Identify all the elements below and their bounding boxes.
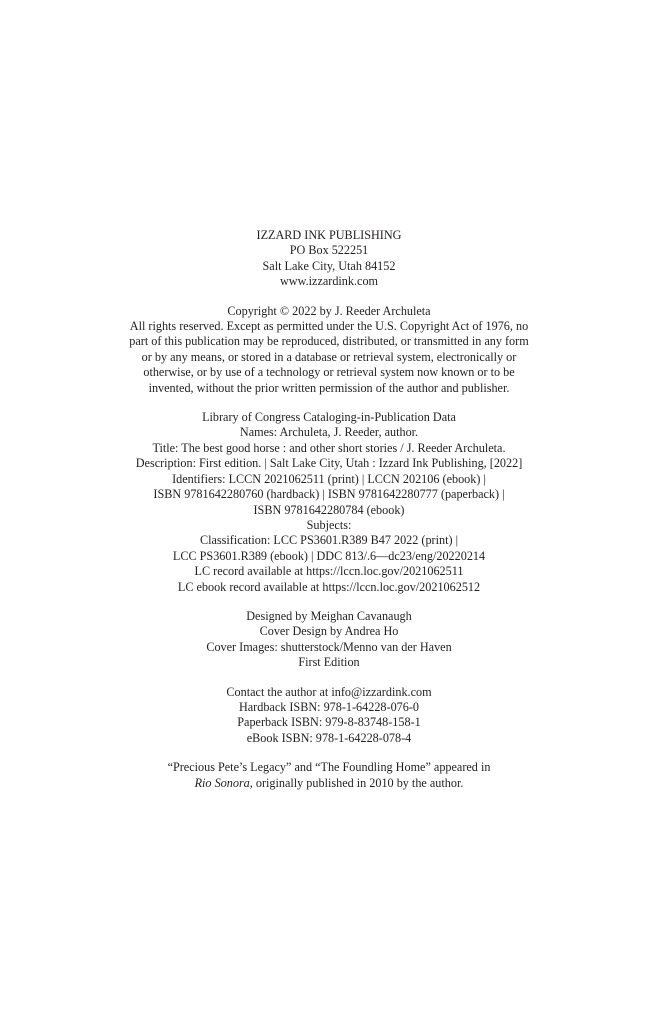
isbn-line: Hardback ISBN: 978-1-64228-076-0 — [238, 699, 420, 714]
cip-line: Classification: LCC PS3601.R389 B47 2022 (print) | — [199, 533, 459, 548]
publisher-city: Salt Lake City, Utah 84152 — [262, 258, 396, 273]
cip-line: ISBN 9781642280784 (ebook) — [253, 502, 405, 517]
rights-line: otherwise, or by use of a technology or retrieval system now known or to be — [143, 365, 515, 380]
publisher-name: IZZARD INK PUBLISHING — [256, 228, 402, 242]
rights-line: or by any means, or stored in a database or retrieval system, electronically or — [141, 349, 517, 364]
isbn-line: Paperback ISBN: 979-8-83748-158-1 — [237, 715, 421, 730]
cip-line: Subjects: — [306, 517, 352, 532]
rights-line: part of this publication may be reproduced, distributed, or transmitted in any form — [129, 334, 529, 349]
contact-block — [0, 685, 658, 747]
publication-note-block — [0, 760, 658, 791]
publisher-block — [0, 228, 658, 290]
cip-line: LC record available at https://lccn.loc.gov/2021062511 — [194, 564, 464, 579]
cip-line: Description: First edition. | Salt Lake City, Utah : Izzard Ink Publishing, [2022] — [135, 456, 523, 471]
copyright-block — [0, 304, 658, 396]
cip-line: Identifiers: LCCN 2021062511 (print) | LCCN 202106 (ebook) | — [172, 471, 486, 486]
credit-line: Cover Images: shutterstock/Menno van der Haven — [206, 639, 452, 654]
credit-line: Cover Design by Andrea Ho — [259, 624, 399, 639]
cip-line: Title: The best good horse : and other short stories / J. Reeder Archuleta. — [152, 440, 506, 455]
credits-block — [0, 609, 658, 671]
copyright-page — [0, 228, 658, 805]
publisher-po-box: PO Box 522251 — [289, 243, 369, 258]
copyright-notice: Copyright © 2022 by J. Reeder Archuleta — [227, 303, 431, 318]
publication-note-rest: , originally published in 2010 by the author. — [249, 775, 464, 790]
credit-line: Designed by Meighan Cavanaugh — [246, 608, 412, 623]
publication-note-line — [0, 776, 658, 791]
rights-line: All rights reserved. Except as permitted under the U.S. Copyright Act of 1976, no — [129, 319, 529, 334]
book-title-italic: Rio Sonora — [194, 775, 250, 790]
cip-line: LCC PS3601.R389 (ebook) | DDC 813/.6—dc23/eng/20220214 — [172, 548, 486, 563]
cip-heading: Library of Congress Cataloging-in-Publication Data — [202, 410, 456, 425]
edition-line: First Edition — [298, 655, 360, 670]
cip-block — [0, 410, 658, 595]
cip-line: ISBN 9781642280760 (hardback) | ISBN 9781642280777 (paperback) | — [153, 487, 505, 502]
publisher-website: www.izzardink.com — [279, 274, 379, 289]
publication-note-line: “Precious Pete’s Legacy” and “The Foundling Home” appeared in — [167, 760, 491, 775]
isbn-line: eBook ISBN: 978-1-64228-078-4 — [246, 730, 412, 745]
contact-line: Contact the author at info@izzardink.com — [226, 684, 432, 699]
cip-line: LC ebook record available at https://lccn.loc.gov/2021062512 — [177, 579, 481, 594]
rights-line: invented, without the prior written permission of the author and publisher. — [148, 380, 510, 395]
cip-line: Names: Archuleta, J. Reeder, author. — [239, 425, 419, 440]
